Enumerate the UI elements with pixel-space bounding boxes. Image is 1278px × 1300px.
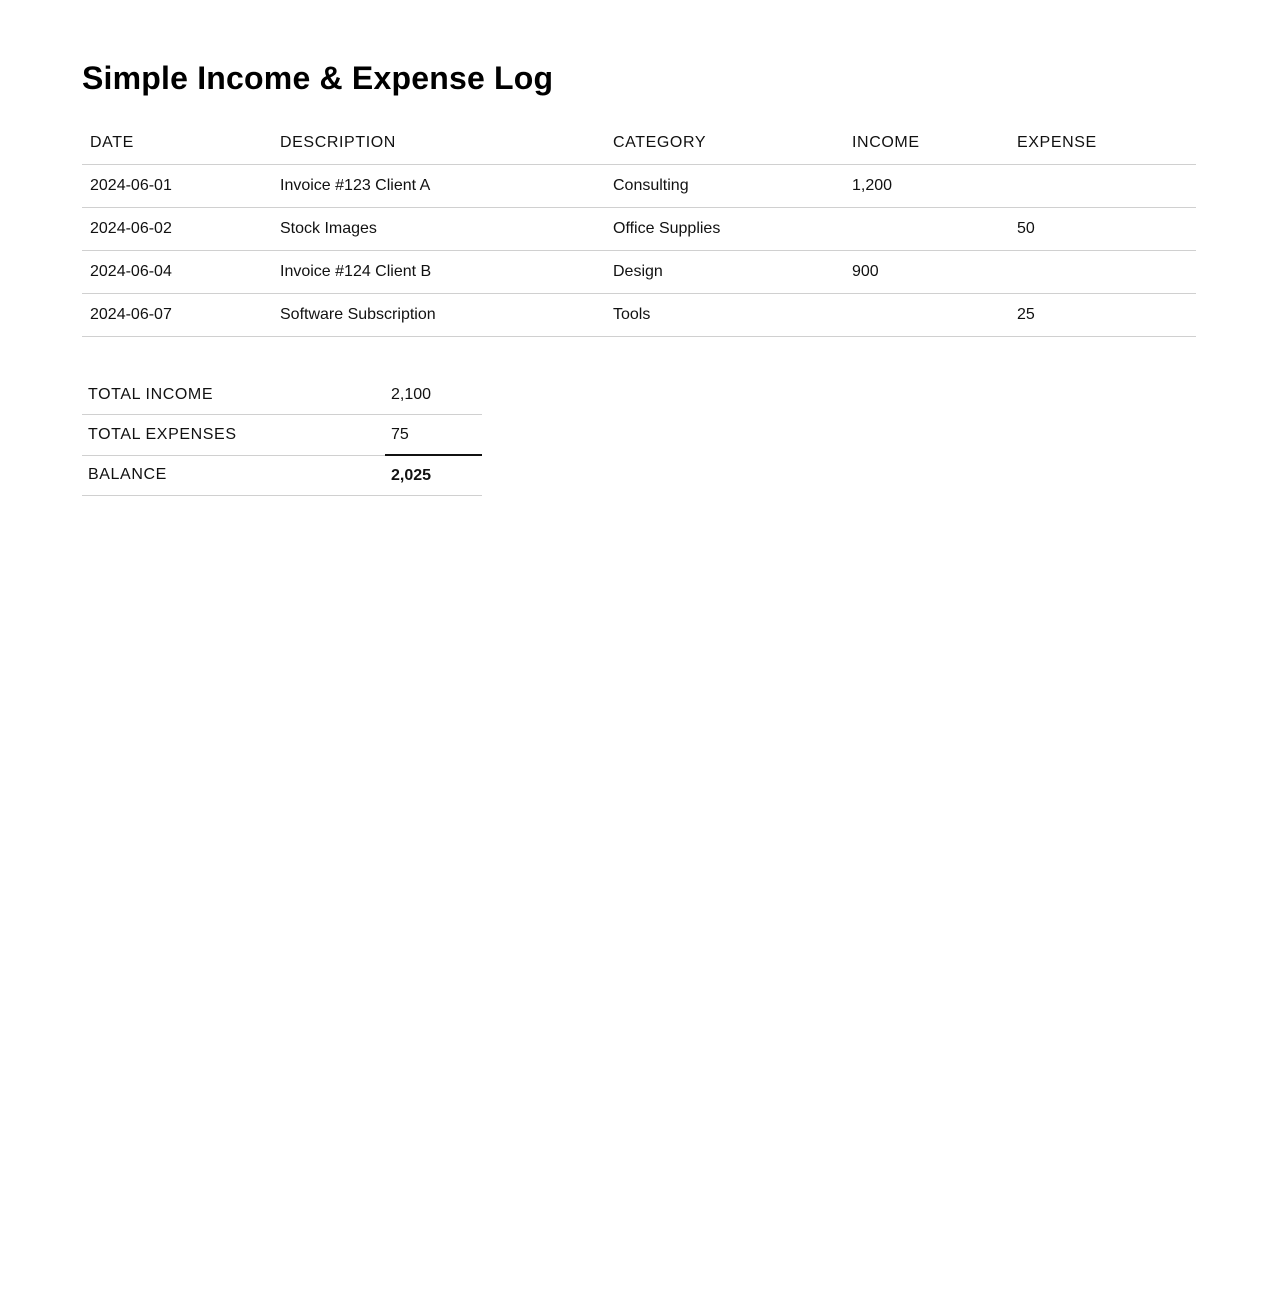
transactions-table: [82, 121, 1196, 337]
balance-label: BALANCE: [82, 455, 385, 496]
summary-row-balance: [82, 455, 482, 496]
total-income-label: TOTAL INCOME: [82, 375, 385, 415]
total-expenses-label: TOTAL EXPENSES: [82, 415, 385, 456]
cell-expense: 25: [1009, 294, 1196, 337]
cell-date: 2024-06-07: [82, 294, 272, 337]
cell-date: 2024-06-02: [82, 208, 272, 251]
cell-income: 1,200: [844, 165, 1009, 208]
cell-date: 2024-06-01: [82, 165, 272, 208]
cell-date: 2024-06-04: [82, 251, 272, 294]
balance-value: 2,025: [385, 455, 482, 496]
column-header-expense: EXPENSE: [1009, 121, 1196, 165]
cell-expense: [1009, 251, 1196, 294]
column-header-income: INCOME: [844, 121, 1009, 165]
total-income-value: 2,100: [385, 375, 482, 415]
cell-income: 900: [844, 251, 1009, 294]
cell-income: [844, 208, 1009, 251]
cell-category: Office Supplies: [605, 208, 844, 251]
table-row: [82, 165, 1196, 208]
page-title: Simple Income & Expense Log: [82, 60, 554, 96]
summary-row-total-income: [82, 375, 482, 415]
column-header-date: DATE: [82, 121, 272, 165]
summary-row-total-expenses: [82, 415, 482, 456]
table-row: [82, 251, 1196, 294]
cell-category: Consulting: [605, 165, 844, 208]
cell-income: [844, 294, 1009, 337]
cell-category: Design: [605, 251, 844, 294]
cell-description: Stock Images: [272, 208, 605, 251]
cell-expense: 50: [1009, 208, 1196, 251]
summary-table: [82, 375, 482, 496]
table-row: [82, 208, 1196, 251]
cell-expense: [1009, 165, 1196, 208]
table-row: [82, 294, 1196, 337]
cell-description: Invoice #124 Client B: [272, 251, 605, 294]
column-header-description: DESCRIPTION: [272, 121, 605, 165]
total-expenses-value: 75: [385, 415, 482, 456]
column-header-category: CATEGORY: [605, 121, 844, 165]
table-header-row: [82, 121, 1196, 165]
cell-description: Software Subscription: [272, 294, 605, 337]
page: [0, 0, 1278, 496]
cell-description: Invoice #123 Client A: [272, 165, 605, 208]
cell-category: Tools: [605, 294, 844, 337]
